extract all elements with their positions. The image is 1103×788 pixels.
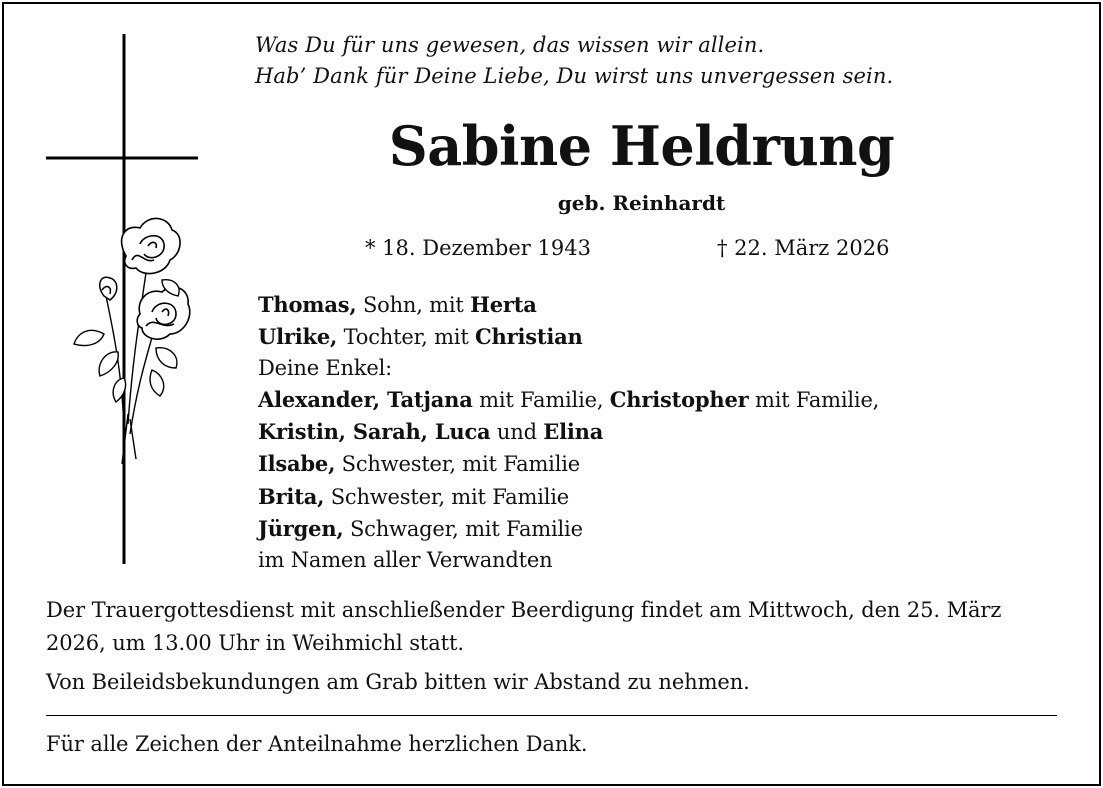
mourner-line [258, 321, 1058, 353]
birth-name: geb. Reinhardt [557, 191, 726, 215]
mourner-relation: Sohn, mit [356, 293, 471, 317]
condolences-text: Von Beileidsbekundungen am Grab bitten wir Abstand zu nehmen. [46, 670, 750, 694]
mourner-name: Elina [543, 419, 604, 445]
mourner-name: Kristin, Sarah, Luca [258, 419, 491, 445]
mourner-name: Jürgen, [258, 515, 344, 541]
mourner-name: Herta [470, 292, 537, 317]
mourner-relation: Tochter, mit [337, 325, 476, 350]
mourner-line [258, 353, 1058, 384]
funeral-service-text: Der Trauergottesdienst mit anschließender Beerdigung findet am Mittwoch, den 25. März 2026, um 13.00 Uhr in Weihmichl statt. [46, 598, 1002, 655]
mourner-name: Ulrike, [258, 324, 338, 350]
divider [46, 715, 1057, 716]
mourner-name: Brita, [258, 483, 325, 509]
quote-line-1: Was Du für uns gewesen, das wissen wir allein. [255, 33, 765, 57]
service-info [46, 594, 1056, 699]
mourner-name: Ilsabe, [258, 451, 336, 477]
memorial-quote [255, 30, 1075, 92]
birth-date: * 18. Dezember 1943 [365, 236, 591, 260]
mourner-name: Thomas, [258, 292, 357, 317]
mourner-name: Christopher [609, 387, 749, 413]
mourner-relation: mit Familie, [748, 388, 880, 413]
mourner-relation: Schwester, mit Familie [335, 452, 580, 477]
mourner-line [258, 289, 1058, 321]
mourners-list [258, 289, 1058, 576]
mourner-line [258, 513, 1058, 545]
mourner-line [258, 448, 1058, 480]
thanks-text: Für alle Zeichen der Anteilnahme herzlichen Dank. [46, 732, 588, 756]
mourner-line [258, 481, 1058, 513]
mourner-line [258, 545, 1058, 576]
mourner-relation: Schwager, mit Familie [343, 516, 583, 541]
mourner-name: Alexander, Tatjana [258, 387, 473, 413]
mourner-relation: im Namen aller Verwandten [258, 547, 553, 572]
quote-line-2: Hab’ Dank für Deine Liebe, Du wirst uns unvergessen sein. [255, 64, 894, 88]
mourner-line [258, 416, 1058, 448]
death-date: † 22. März 2026 [717, 236, 890, 260]
mourner-line [258, 384, 1058, 416]
mourner-relation: Deine Enkel: [258, 356, 393, 381]
mourner-relation: und [490, 420, 544, 445]
mourner-relation: Schwester, mit Familie [324, 484, 569, 509]
mourner-name: Christian [475, 324, 583, 350]
mourner-relation: mit Familie, [472, 388, 610, 413]
deceased-name: Sabine Heldrung [388, 114, 895, 178]
